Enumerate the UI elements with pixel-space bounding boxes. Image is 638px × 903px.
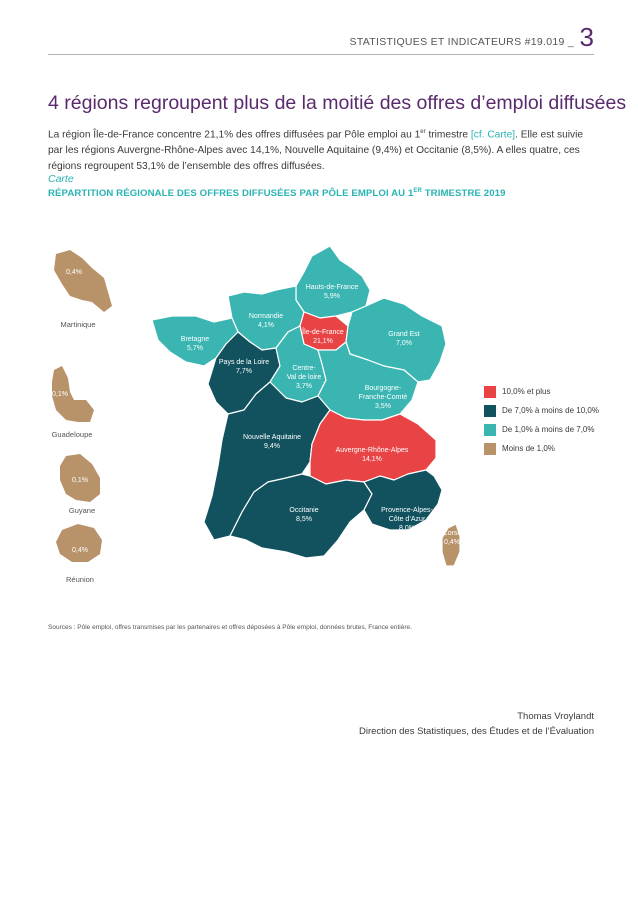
label-bretagne: Bretagne 5,7% bbox=[180, 336, 210, 352]
value-guyane: 0,1% bbox=[72, 477, 88, 484]
label-pays-de-la-loire: Pays de la Loire 7,7% bbox=[218, 359, 270, 375]
author-block bbox=[359, 709, 594, 739]
label-normandie: Normandie 4,1% bbox=[248, 313, 284, 329]
intro-sup: er bbox=[420, 129, 426, 135]
value-martinique: 0,4% bbox=[66, 269, 82, 276]
label-guadeloupe: Guadeloupe bbox=[51, 430, 93, 439]
page-title: 4 régions regroupent plus de la moitié des offres d’emploi diffusées bbox=[48, 92, 627, 114]
legend-swatch-mid-high bbox=[484, 405, 496, 417]
label-martinique: Martinique bbox=[60, 320, 96, 329]
label-nouvelle-aquitaine: Nouvelle Aquitaine 9,4% bbox=[243, 434, 301, 450]
label-corse: Corse 0,4% bbox=[442, 530, 462, 546]
map-title-text-1: RÉPARTITION RÉGIONALE DES OFFRES DIFFUSÉES PAR PÔLE EMPLOI AU 1 bbox=[48, 188, 414, 200]
legend-label: De 1,0% à moins de 7,0% bbox=[502, 425, 595, 434]
label-paca: Provence-Alpes-Côte d’Azur 8,0% bbox=[381, 507, 433, 532]
label-hauts-de-france: Hauts-de-France 5,9% bbox=[305, 284, 359, 300]
author-affiliation: Direction des Statistiques, des Études et de l’Évaluation bbox=[359, 726, 594, 737]
value-reunion: 0,4% bbox=[72, 547, 88, 554]
page-number: 3 bbox=[579, 22, 594, 52]
publication-reference: STATISTIQUES ET INDICATEURS #19.019 _ bbox=[349, 36, 574, 48]
legend-swatch-mid bbox=[484, 424, 496, 436]
author-name: Thomas Vroylandt bbox=[517, 711, 594, 722]
region-hauts-de-france bbox=[296, 246, 370, 318]
map-reference-link[interactable]: [cf. Carte] bbox=[470, 129, 516, 141]
label-auvergne-rhone-alpes: Auvergne-Rhône-Alpes 14,1% bbox=[335, 447, 409, 463]
martinique-shape bbox=[54, 250, 112, 312]
map-title-sup: ER bbox=[413, 188, 422, 194]
reunion-shape bbox=[56, 524, 102, 562]
intro-text-2: trimestre bbox=[425, 129, 471, 141]
legend-swatch-high bbox=[484, 386, 496, 398]
map-title-text-2: TRIMESTRE 2019 bbox=[421, 188, 506, 200]
intro-text-1: La région Île-de-France concentre 21,1% des offres diffusées par Pôle emploi au 1 bbox=[48, 129, 421, 141]
map-caption-label: Carte bbox=[48, 173, 74, 185]
label-occitanie: Occitanie 8,5% bbox=[289, 507, 319, 523]
legend-swatch-low bbox=[484, 443, 496, 455]
intro-text-3: . Elle est suivie par les régions Auvergne-Rhône-Alpes avec 14,1%, Nouvelle Aquitaine (9,4%) et Occitanie (8,5%). A elles quatre, ces régions regroupent 53,1% de l’ensemble des offres diffusées. bbox=[48, 129, 584, 173]
label-bourgogne-franche-comte: Bourgogne-Franche-Comté 3,5% bbox=[358, 385, 408, 410]
label-guyane: Guyane bbox=[68, 506, 96, 515]
value-guadeloupe: 0,1% bbox=[52, 391, 68, 398]
legend-label: De 7,0% à moins de 10,0% bbox=[502, 406, 599, 415]
sources-note: Sources : Pôle emploi, offres transmises par les partenaires et offres déposées à Pôle emploi, données brutes, France entière. bbox=[48, 624, 412, 631]
legend-label: Moins de 1,0% bbox=[502, 444, 555, 453]
label-ile-de-france: Île-de-France 21,1% bbox=[302, 329, 344, 345]
legend-label: 10,0% et plus bbox=[502, 387, 551, 396]
label-grand-est: Grand Est 7,0% bbox=[388, 331, 420, 347]
label-reunion: Réunion bbox=[66, 575, 94, 584]
label-centre-val-de-loire: Centre-Val de loire 3,7% bbox=[286, 365, 322, 390]
